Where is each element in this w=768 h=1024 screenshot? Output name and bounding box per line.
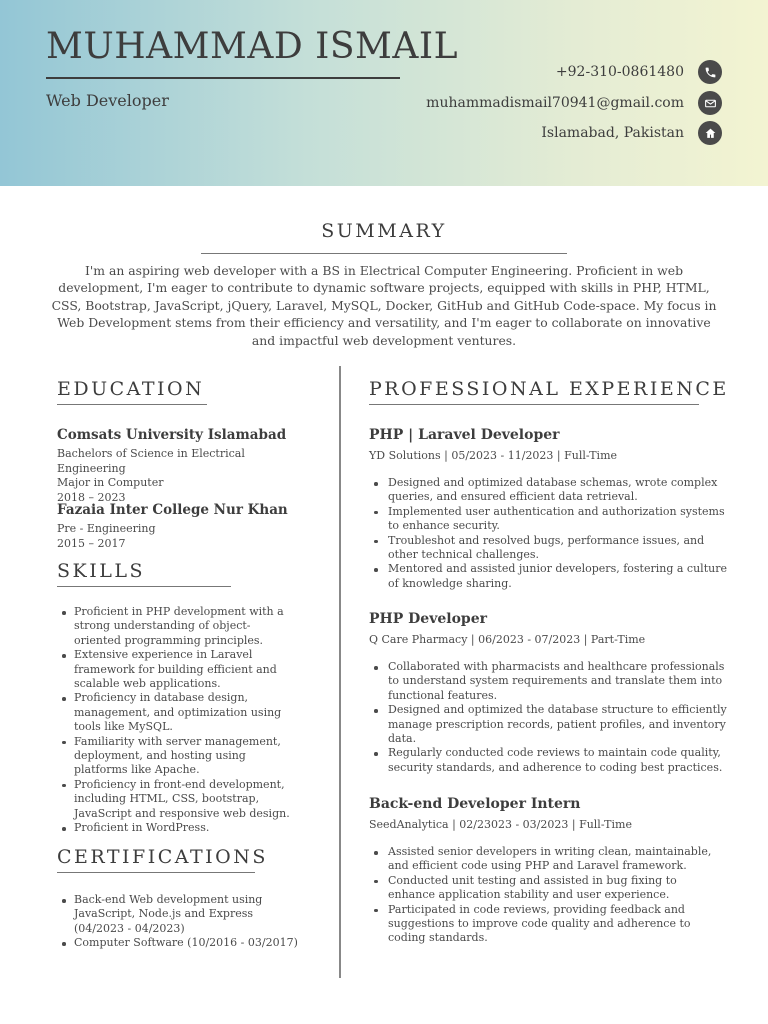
education-item <box>57 502 307 551</box>
skill-item: Familiarity with server management, deployment, and hosting using platforms like Apache. <box>57 735 297 778</box>
header-banner <box>0 0 768 186</box>
skills-heading: SKILLS <box>57 560 145 582</box>
skill-item: Proficient in PHP development with a strong understanding of object-oriented programming principles. <box>57 605 297 648</box>
location-text: Islamabad, Pakistan <box>541 125 684 141</box>
candidate-name: MUHAMMAD ISMAIL <box>46 26 458 67</box>
certifications-heading: CERTIFICATIONS <box>57 846 268 868</box>
education-years: 2015 – 2017 <box>57 536 126 550</box>
job-meta: SeedAnalytica | 02/23023 - 03/2023 | Full-Time <box>369 818 632 831</box>
job-meta: Q Care Pharmacy | 06/2023 - 07/2023 | Part-Time <box>369 633 646 646</box>
home-icon <box>698 121 722 145</box>
certifications-list <box>57 893 302 951</box>
certifications-underline <box>57 872 255 873</box>
major-text: Major in Computer <box>57 476 164 489</box>
experience-underline <box>369 404 699 405</box>
job-bullet: Mentored and assisted junior developers, fostering a culture of knowledge sharing. <box>369 562 727 591</box>
column-divider <box>339 366 341 978</box>
skills-list <box>57 605 297 836</box>
email-text[interactable]: muhammadismail70941@gmail.com <box>426 95 684 111</box>
education-heading: EDUCATION <box>57 378 205 400</box>
phone-icon <box>698 60 722 84</box>
job-bullet: Participated in code reviews, providing feedback and suggestions to improve code quality and adherence to coding standards. <box>369 903 727 946</box>
job-role: Web Developer <box>46 91 169 110</box>
name-underline <box>46 77 400 79</box>
summary-text: I'm an aspiring web developer with a BS in Electrical Computer Engineering. Proficient in web development, I'm eager to contribute to dynamic software projects, equipped with skills in PHP, HTML, CSS, Bootstrap, JavaScript, jQuery, Laravel, MySQL, Docker, GitHub and GitHub Code-space. My focus in Web Development stems from their efficiency and versatility, and I'm eager to collaborate on innovative and impactful web development ventures. <box>51 263 717 348</box>
phone-text[interactable]: +92-310-0861480 <box>555 64 684 80</box>
skills-underline <box>57 586 231 587</box>
degree-text: Bachelors of Science in Electrical Engineering <box>57 447 245 475</box>
job-meta: YD Solutions | 05/2023 - 11/2023 | Full-Time <box>369 449 618 462</box>
degree-text: Pre - Engineering <box>57 522 156 535</box>
job-bullet: Conducted unit testing and assisted in bug fixing to enhance application stability and user experience. <box>369 874 727 903</box>
experience-heading: PROFESSIONAL EXPERIENCE <box>369 378 729 400</box>
school-name: Comsats University Islamabad <box>57 427 287 443</box>
summary-heading: SUMMARY <box>321 220 447 242</box>
job-entry <box>369 427 727 591</box>
skill-item: Proficiency in front-end development, including HTML, CSS, bootstrap, JavaScript and responsive web design. <box>57 778 297 821</box>
education-years: 2018 – 2023 <box>57 490 126 504</box>
education-underline <box>57 404 207 405</box>
certification-item: Computer Software (10/2016 - 03/2017) <box>57 936 302 950</box>
job-title: PHP | Laravel Developer <box>369 427 560 443</box>
summary-underline <box>201 253 567 254</box>
school-name: Fazaia Inter College Nur Khan <box>57 502 288 518</box>
job-bullet: Regularly conducted code reviews to maintain code quality, security standards, and adherence to coding best practices. <box>369 746 727 775</box>
job-bullet: Collaborated with pharmacists and healthcare professionals to understand system requirements and translate them into functional features. <box>369 660 727 703</box>
contact-location <box>541 121 722 145</box>
skill-item: Proficiency in database design, management, and optimization using tools like MySQL. <box>57 691 297 734</box>
education-item <box>57 427 307 505</box>
job-bullet: Assisted senior developers in writing clean, maintainable, and efficient code using PHP and Laravel framework. <box>369 845 727 874</box>
job-entry <box>369 611 727 775</box>
mail-icon <box>698 91 722 115</box>
job-bullet: Implemented user authentication and authorization systems to enhance security. <box>369 505 727 534</box>
job-title: Back-end Developer Intern <box>369 796 581 812</box>
contact-phone <box>556 60 722 84</box>
job-bullet: Designed and optimized database schemas, wrote complex queries, and ensured efficient data retrieval. <box>369 476 727 505</box>
job-bullet: Designed and optimized the database structure to efficiently manage prescription records, patient profiles, and inventory data. <box>369 703 727 746</box>
job-entry <box>369 796 727 946</box>
skill-item: Proficient in WordPress. <box>57 821 297 835</box>
job-bullet: Troubleshot and resolved bugs, performance issues, and other technical challenges. <box>369 534 727 563</box>
skill-item: Extensive experience in Laravel framework for building efficient and scalable web applications. <box>57 648 297 691</box>
certification-item: Back-end Web development using JavaScript, Node.js and Express (04/2023 - 04/2023) <box>57 893 302 936</box>
job-title: PHP Developer <box>369 611 487 627</box>
contact-email <box>426 91 722 115</box>
